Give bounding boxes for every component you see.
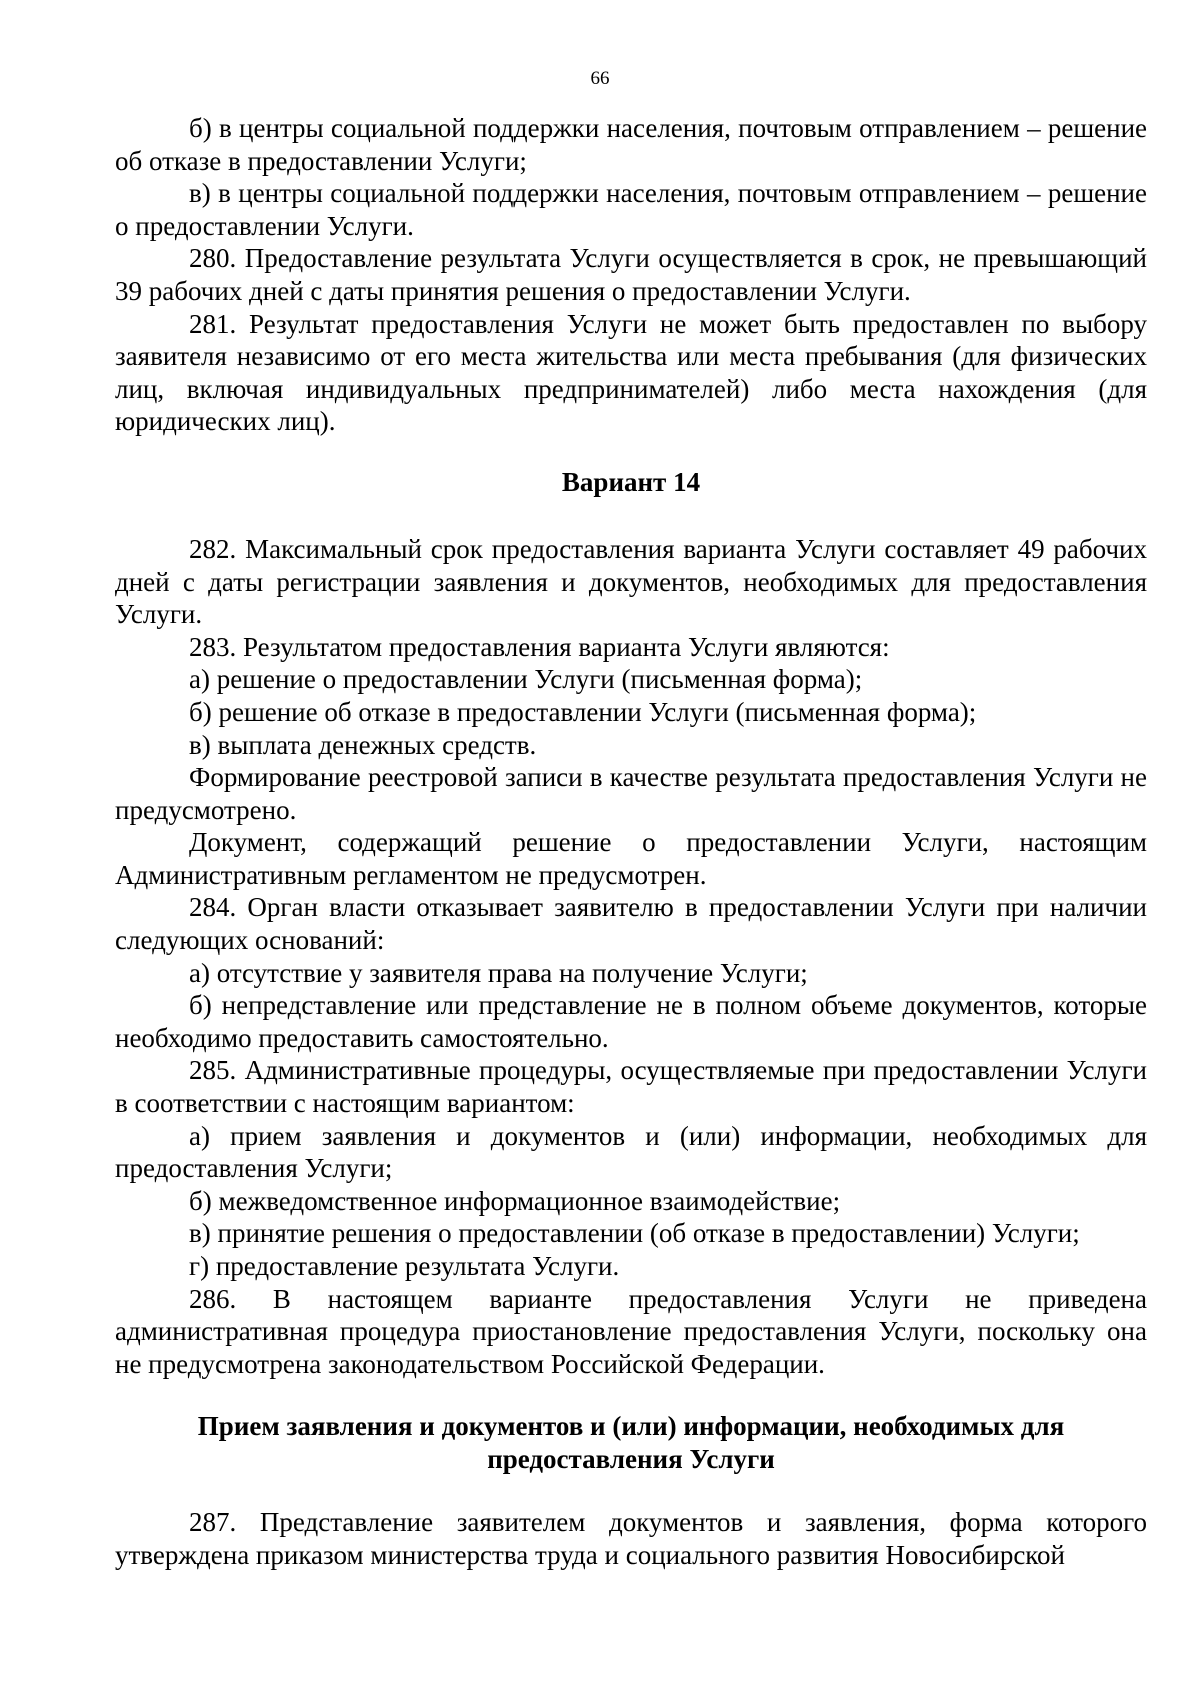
section-heading-variant-14: Вариант 14 <box>561 466 701 497</box>
paragraph-286: 286. В настоящем варианте предоставления Услуги не приведена административная процедура приостановление предоставления Услуги, поскольку она не предусмотрена законодательством Российской Федерации. <box>115 1283 1147 1379</box>
paragraph-280: 280. Предоставление результата Услуги осуществляется в срок, не превышающий 39 рабочих дней с даты принятия решения о предоставлении Услуги. <box>115 243 1147 306</box>
paragraph-283: 283. Результатом предоставления варианта Услуги являются: <box>189 631 890 662</box>
paragraph-285-a: а) прием заявления и документов и (или) информации, необходимых для предоставления Услуги; <box>115 1120 1147 1184</box>
paragraph-282: 282. Максимальный срок предоставления варианта Услуги составляет 49 рабочих дней с даты регистрации заявления и документов, необходимых для предоставления Услуги. <box>115 533 1147 630</box>
paragraph-287: 287. Представление заявителем документов и заявления, форма которого утверждена приказом министерства труда и социального развития Новосибирской <box>115 1507 1147 1570</box>
paragraph-279v: в) в центры социальной поддержки населения, почтовым отправлением – решение о предоставлении Услуги. <box>115 178 1147 241</box>
paragraph-decision-document: Документ, содержащий решение о предоставлении Услуги, настоящим Административным регламентом не предусмотрен. <box>115 827 1147 890</box>
section-heading-line-2: предоставления Услуги <box>487 1444 775 1475</box>
paragraph-284-a: а) отсутствие у заявителя права на получение Услуги; <box>189 957 808 988</box>
paragraph-registry-record: Формирование реестровой записи в качестве результата предоставления Услуги не предусмотрено. <box>115 762 1147 825</box>
paragraph-285-g: г) предоставление результата Услуги. <box>189 1251 620 1281</box>
section-heading-application-intake <box>115 1410 1147 1476</box>
paragraph-283-a: а) решение о предоставлении Услуги (письменная форма); <box>189 664 863 695</box>
paragraph-284-b: б) непредставление или представление не в полном объеме документов, которые необходимо предоставить самостоятельно. <box>115 990 1147 1053</box>
paragraph-284: 284. Орган власти отказывает заявителю в предоставлении Услуги при наличии следующих оснований: <box>115 892 1147 956</box>
paragraph-279b: б) в центры социальной поддержки населения, почтовым отправлением – решение об отказе в предоставлении Услуги; <box>115 113 1147 176</box>
page-number: 66 <box>590 68 610 89</box>
paragraph-285-b: б) межведомственное информационное взаимодействие; <box>189 1185 841 1216</box>
paragraph-285-v: в) принятие решения о предоставлении (об отказе в предоставлении) Услуги; <box>189 1218 1080 1249</box>
paragraph-281: 281. Результат предоставления Услуги не может быть предоставлен по выбору заявителя независимо от его места жительства или места пребывания (для физических лиц, включая индивидуальных предпринимателей) либо места нахождения (для юридических лиц). <box>115 308 1147 437</box>
paragraph-283-v: в) выплата денежных средств. <box>189 729 537 760</box>
paragraph-285: 285. Административные процедуры, осуществляемые при предоставлении Услуги в соответствии с настоящим вариантом: <box>115 1055 1147 1119</box>
paragraph-283-b: б) решение об отказе в предоставлении Услуги (письменная форма); <box>189 696 977 727</box>
document-body <box>115 112 1147 1572</box>
section-heading-line-1: Прием заявления и документов и (или) информации, необходимых для <box>197 1411 1065 1442</box>
